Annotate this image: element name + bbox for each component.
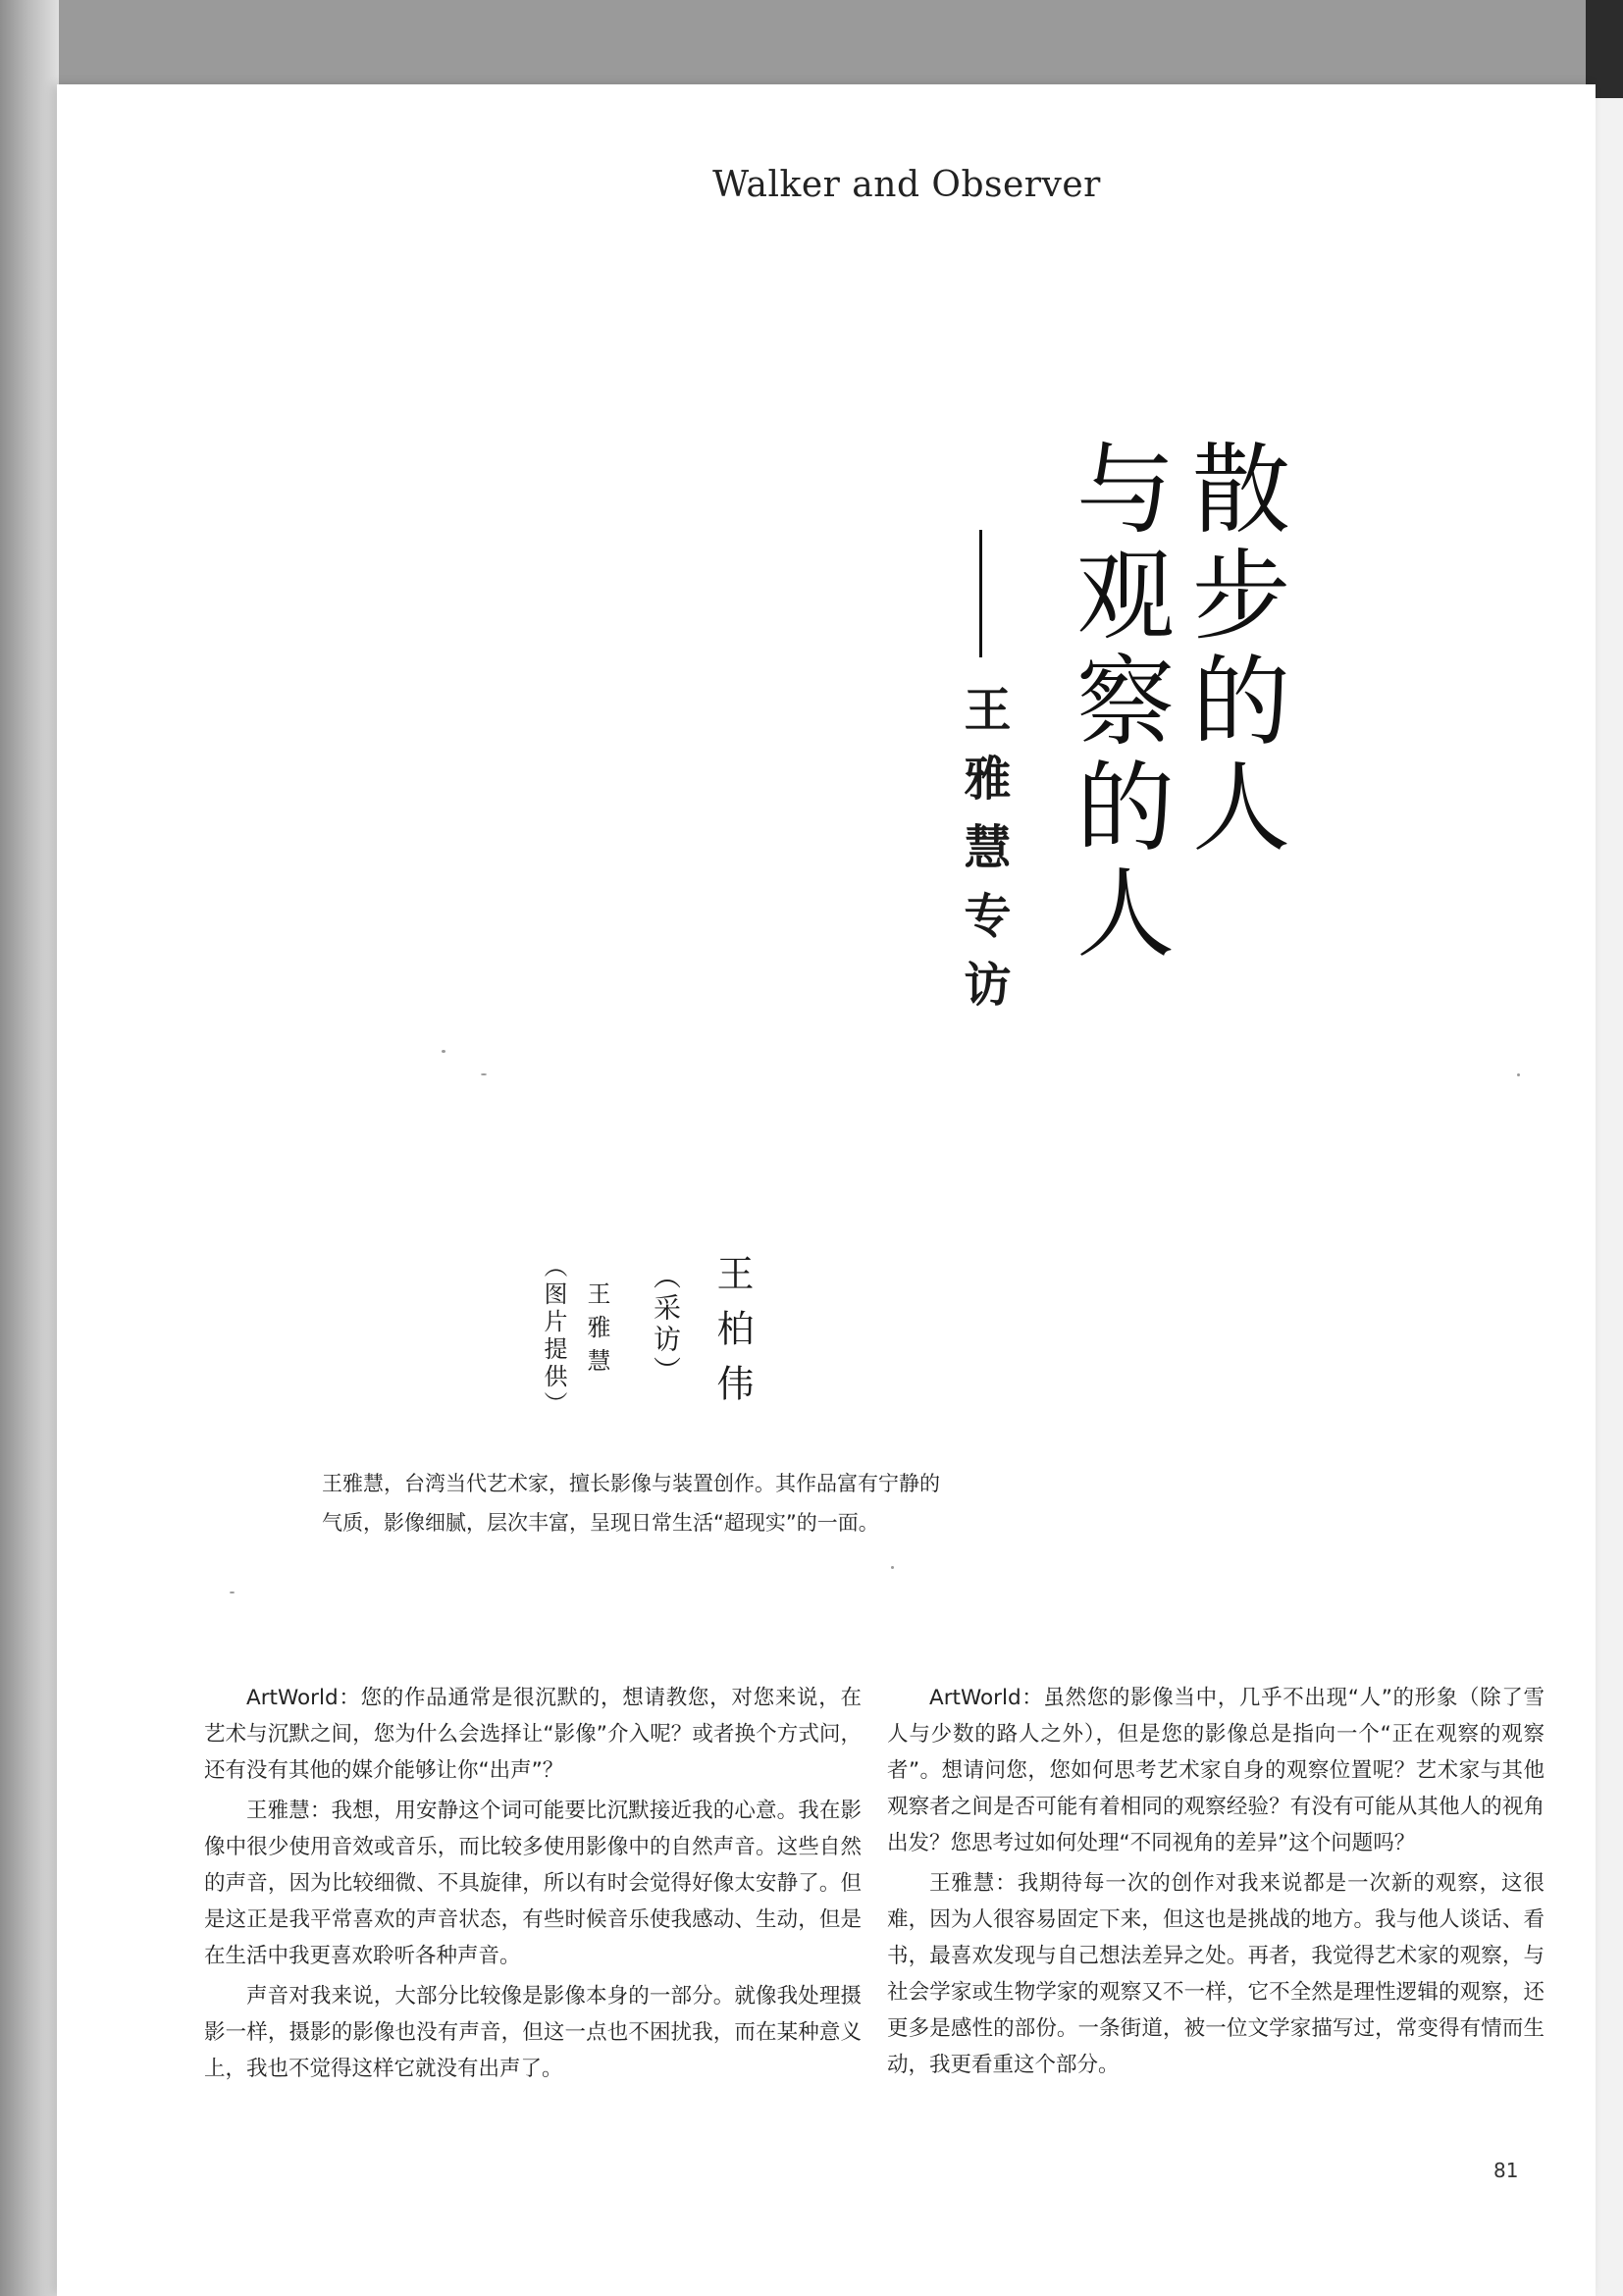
paragraph: 王雅慧：我想，用安静这个词可能要比沉默接近我的心意。我在影像中很少使用音效或音乐，而比较多使用影像中的自然声音。这些自然的声音，因为比较细微、不具旋律，所以有时会觉得好像太安静了。但是这正是我平常喜欢的声音状态，有些时候音乐使我感动、生动，但是在生活中我更喜欢聆听各种声音。	[204, 1799, 862, 1968]
magazine-page	[57, 84, 1596, 2296]
scan-speck	[1517, 1073, 1520, 1076]
scan-corner	[1586, 0, 1623, 98]
page-number: 81	[1493, 2159, 1519, 2182]
scan-speck	[230, 1592, 235, 1593]
body-column-right	[887, 1680, 1544, 2087]
scan-speck	[891, 1566, 894, 1569]
running-header: Walker and Observer	[712, 165, 1101, 205]
scan-speck	[442, 1050, 445, 1053]
credit-photo-by: 王雅慧	[583, 1281, 610, 1382]
subtitle-dash	[979, 530, 982, 657]
credit-author-role: （采访）	[650, 1262, 682, 1387]
title-line-1: 散步的人	[1176, 438, 1290, 861]
credit-photo-role: （图片提供）	[540, 1254, 567, 1419]
scan-border-top	[0, 0, 1623, 86]
paragraph: 王雅慧：我期待每一次的创作对我来说都是一次新的观察，这很难，因为人很容易固定下来，但这也是挑战的地方。我与他人谈话、看书，最喜欢发现与自己想法差异之处。再者，我觉得艺术家的观察，与社会学家或生物学家的观察又不一样，它不全然是理性逻辑的观察，还更多是感性的部份。一条街道，被一位文学家描写过，常变得有情而生动，我更看重这个部分。	[887, 1871, 1544, 2077]
credit-author: 王柏伟	[710, 1254, 754, 1419]
title-line-2: 与观察的人	[1060, 438, 1175, 967]
subtitle-interviewee: 王雅慧专访	[956, 685, 1011, 1028]
scan-speck	[481, 1073, 487, 1075]
scan-border-left	[0, 0, 59, 2296]
intro-paragraph: 王雅慧，台湾当代艺术家，擅长影像与装置创作。其作品富有宁静的气质，影像细腻，层次丰富，呈现日常生活“超现实”的一面。	[322, 1472, 940, 1535]
body-column-left	[204, 1680, 862, 2091]
paragraph: ArtWorld：您的作品通常是很沉默的，想请教您，对您来说，在艺术与沉默之间，您为什么会选择让“影像”介入呢？或者换个方式问，还有没有其他的媒介能够让你“出声”？	[204, 1686, 862, 1783]
paragraph: ArtWorld：虽然您的影像当中，几乎不出现“人”的形象（除了雪人与少数的路人之外），但是您的影像总是指向一个“正在观察的观察者”。想请问您，您如何思考艺术家自身的观察位置呢？艺术家与其他观察者之间是否可能有着相同的观察经验？有没有可能从其他人的视角出发？您思考过如何处理“不同视角的差异”这个问题吗？	[887, 1686, 1544, 1855]
paragraph: 声音对我来说，大部分比较像是影像本身的一部分。就像我处理摄影一样，摄影的影像也没有声音，但这一点也不困扰我，而在某种意义上，我也不觉得这样它就没有出声了。	[204, 1984, 862, 2081]
